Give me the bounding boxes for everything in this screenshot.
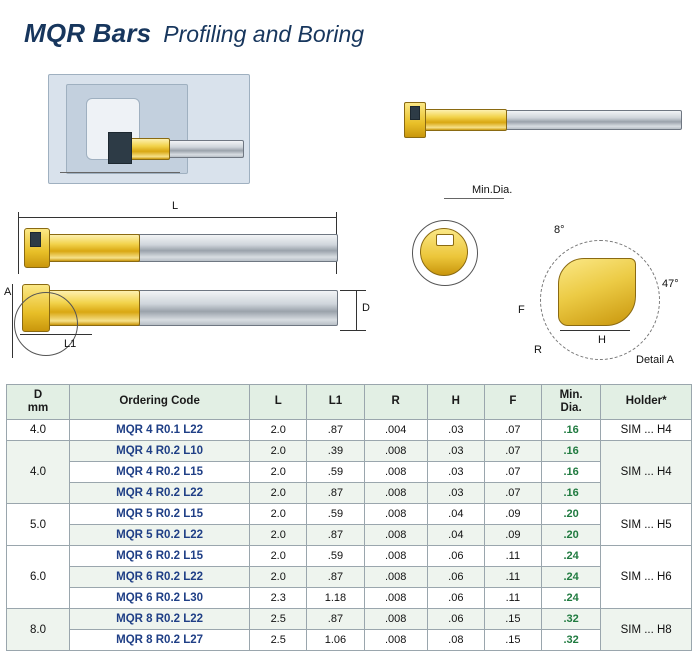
header-min-dia: Min. Dia. [541,385,600,420]
cell-l1: .87 [307,525,364,546]
bar-insert-top [410,106,420,120]
min-dia-insert-face [436,234,454,246]
cell-h: .03 [427,462,484,483]
cell-f: .15 [484,609,541,630]
cell-r: .008 [364,483,427,504]
bar-shank-top [500,110,682,130]
table-row [7,567,692,588]
cell-f: .11 [484,588,541,609]
application-path-line [60,172,180,173]
table-row [7,504,692,525]
table-row [7,630,692,651]
table-row [7,609,692,630]
table-row [7,462,692,483]
dimension-line-L1 [20,334,92,335]
min-dia-leader [444,198,504,199]
cell-h: .06 [427,588,484,609]
dimension-label-L: L [172,200,179,212]
cell-l: 2.5 [250,609,307,630]
dimension-ext-D-bottom [340,330,366,331]
cell-f: .07 [484,462,541,483]
cell-l: 2.0 [250,504,307,525]
bar-shank-middle [136,234,338,262]
table-row [7,483,692,504]
cell-min-dia: .24 [541,588,600,609]
bar-coated-section-middle [44,234,140,262]
cell-min-dia: .16 [541,420,600,441]
cell-ordering-code: MQR 6 R0.2 L30 [70,588,250,609]
label-min-dia: Min.Dia. [472,184,513,196]
cell-l1: .59 [307,546,364,567]
header-holder: Holder* [601,385,692,420]
cell-l: 2.0 [250,462,307,483]
cell-l1: .39 [307,441,364,462]
cell-l1: .87 [307,420,364,441]
cell-min-dia: .16 [541,441,600,462]
detail-a-caption: Detail A [636,354,674,366]
cell-h: .04 [427,525,484,546]
detail-a-dimension-line [560,330,630,331]
cell-l: 2.0 [250,441,307,462]
cell-r: .008 [364,525,427,546]
cell-l: 2.3 [250,588,307,609]
cell-h: .03 [427,483,484,504]
cell-f: .09 [484,504,541,525]
cell-h: .03 [427,420,484,441]
title-subtitle: Profiling and Boring [163,21,365,47]
cell-ordering-code: MQR 4 R0.2 L22 [70,483,250,504]
cell-l: 2.0 [250,483,307,504]
detail-a-insert-shape [558,258,636,326]
table-row [7,588,692,609]
detail-label-H: H [598,334,606,346]
cell-f: .11 [484,546,541,567]
cell-l1: 1.06 [307,630,364,651]
cell-h: .06 [427,609,484,630]
angle-label-8: 8° [554,224,565,236]
cell-holder: SIM ... H4 [601,441,692,504]
cell-d: 6.0 [7,546,70,609]
cell-f: .07 [484,441,541,462]
cell-l1: 1.18 [307,588,364,609]
cell-holder: SIM ... H6 [601,546,692,609]
table-row [7,441,692,462]
cell-h: .04 [427,504,484,525]
cell-d: 8.0 [7,609,70,651]
cell-min-dia: .24 [541,546,600,567]
cell-d: 5.0 [7,504,70,546]
cell-ordering-code: MQR 6 R0.2 L22 [70,567,250,588]
header-ordering-code: Ordering Code [70,385,250,420]
dimension-ext-L-left [18,212,19,274]
cell-l: 2.0 [250,420,307,441]
cell-f: .15 [484,630,541,651]
cell-min-dia: .16 [541,462,600,483]
header-h: H [427,385,484,420]
cell-ordering-code: MQR 8 R0.2 L27 [70,630,250,651]
cell-min-dia: .32 [541,630,600,651]
title-main: MQR Bars [24,18,152,48]
cell-f: .09 [484,525,541,546]
detail-label-R: R [534,344,542,356]
cell-r: .008 [364,609,427,630]
cell-l1: .59 [307,504,364,525]
table-body [7,420,692,651]
table-header-row [7,385,692,420]
header-l: L [250,385,307,420]
cell-l: 2.5 [250,630,307,651]
dimension-ext-D-top [340,290,366,291]
dimension-label-A: A [4,286,12,298]
cell-holder: SIM ... H4 [601,420,692,441]
cell-ordering-code: MQR 5 R0.2 L15 [70,504,250,525]
cell-l1: .59 [307,462,364,483]
page-title [24,18,364,49]
cell-d: 4.0 [7,441,70,504]
cell-h: .06 [427,567,484,588]
table-row [7,546,692,567]
cell-min-dia: .20 [541,504,600,525]
cell-r: .008 [364,504,427,525]
cell-r: .008 [364,567,427,588]
cell-ordering-code: MQR 4 R0.2 L10 [70,441,250,462]
dimension-line-A [12,284,13,358]
cell-h: .08 [427,630,484,651]
cell-l: 2.0 [250,567,307,588]
table-row [7,420,692,441]
cell-r: .008 [364,462,427,483]
cell-r: .008 [364,441,427,462]
cell-ordering-code: MQR 5 R0.2 L22 [70,525,250,546]
cell-ordering-code: MQR 8 R0.2 L22 [70,609,250,630]
header-d: D mm [7,385,70,420]
cell-l1: .87 [307,483,364,504]
illustration-area [0,62,697,380]
header-r: R [364,385,427,420]
cell-min-dia: .20 [541,525,600,546]
cell-l: 2.0 [250,525,307,546]
cell-min-dia: .24 [541,567,600,588]
cell-h: .03 [427,441,484,462]
dimension-line-L [18,217,336,218]
cell-ordering-code: MQR 4 R0.1 L22 [70,420,250,441]
cell-r: .008 [364,588,427,609]
cell-ordering-code: MQR 4 R0.2 L15 [70,462,250,483]
cell-r: .008 [364,630,427,651]
angle-label-47: 47° [662,278,679,290]
cell-d: 4.0 [7,420,70,441]
cell-h: .06 [427,546,484,567]
cell-holder: SIM ... H8 [601,609,692,651]
bar-insert-middle [30,232,41,247]
cell-l: 2.0 [250,546,307,567]
cell-l1: .87 [307,567,364,588]
dimension-line-D [356,290,357,330]
table-row [7,525,692,546]
detail-label-F: F [518,304,525,316]
dimension-label-L1: L1 [64,338,77,350]
cell-l1: .87 [307,609,364,630]
cell-min-dia: .16 [541,483,600,504]
bar-shank-lower [136,290,338,326]
application-cutting-tip [108,132,132,164]
cell-ordering-code: MQR 6 R0.2 L15 [70,546,250,567]
header-f: F [484,385,541,420]
header-l1: L1 [307,385,364,420]
specifications-table [6,384,692,651]
cell-holder: SIM ... H5 [601,504,692,546]
cell-min-dia: .32 [541,609,600,630]
dimension-label-D: D [362,302,370,314]
cell-r: .004 [364,420,427,441]
cell-f: .07 [484,483,541,504]
cell-f: .11 [484,567,541,588]
cell-f: .07 [484,420,541,441]
cell-r: .008 [364,546,427,567]
